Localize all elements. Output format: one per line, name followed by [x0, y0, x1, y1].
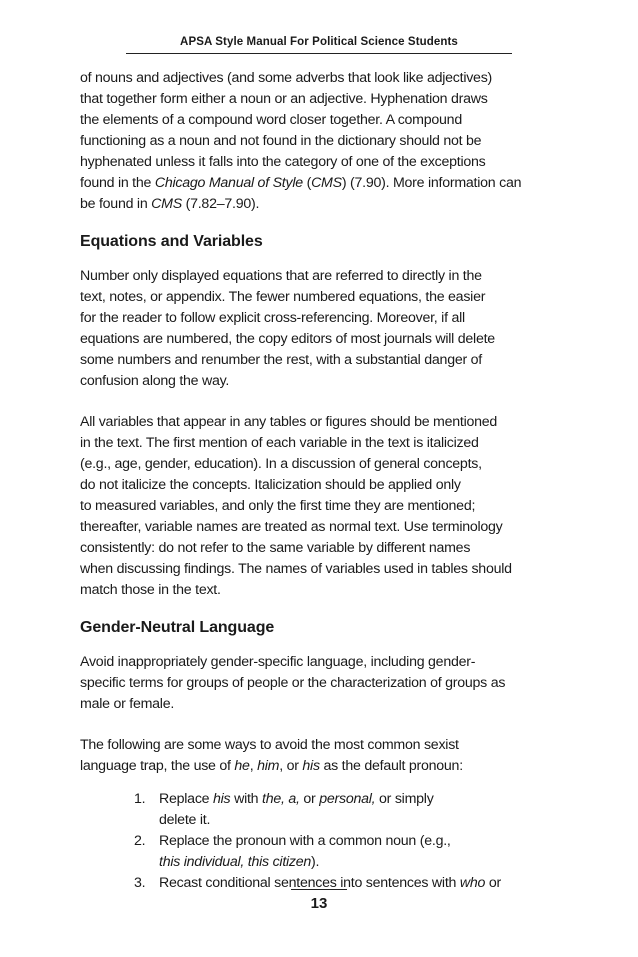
page-number: 13	[310, 895, 328, 912]
text-line: that together form either a noun or an adjective. Hyphenation draws	[80, 91, 488, 107]
equations-paragraph-2	[80, 412, 560, 601]
text-line: (e.g., age, gender, education). In a discussion of general concepts,	[80, 456, 482, 472]
text-line: to measured variables, and only the first time they are mentioned;	[80, 498, 476, 514]
text-line: All variables that appear in any tables or figures should be mentioned	[80, 414, 498, 430]
abbreviation-italic: CMS	[151, 196, 182, 212]
text-run: ) (7.90). More information can	[341, 175, 522, 191]
pronoun-alternatives-list	[80, 789, 560, 894]
abbreviation-italic: CMS	[311, 175, 342, 191]
list-item	[80, 789, 560, 831]
text-run: as the default pronoun:	[319, 758, 463, 774]
running-header-title: APSA Style Manual For Political Science Students	[180, 36, 458, 48]
text-run: Replace	[159, 791, 213, 807]
text-line: for the reader to follow explicit cross-referencing. Moreover, if all	[80, 310, 465, 326]
word-italic: his	[213, 791, 231, 807]
gender-paragraph-2	[80, 735, 560, 777]
text-line	[80, 756, 560, 777]
text-line: confusion along the way.	[80, 373, 230, 389]
text-line: in the text. The first mention of each variable in the text is italicized	[80, 435, 479, 451]
footer-rule	[291, 889, 347, 890]
pronoun-italic: his	[302, 758, 320, 774]
text-run: ,	[249, 758, 258, 774]
text-line: when discussing findings. The names of variables used in tables should	[80, 561, 512, 577]
text-line: hyphenated unless it falls into the category of one of the exceptions	[80, 154, 486, 170]
list-number: 3.	[134, 875, 146, 891]
text-line: match those in the text.	[80, 582, 221, 598]
text-run: or	[299, 791, 320, 807]
book-title-italic: Chicago Manual of Style	[154, 175, 303, 191]
word-italic: who	[459, 875, 486, 891]
page-body	[80, 68, 560, 894]
word-italic: the, a,	[262, 791, 300, 807]
text-line: Replace the pronoun with a common noun (e.g.,	[159, 833, 451, 849]
list-number: 2.	[134, 833, 146, 849]
text-line: of nouns and adjectives (and some adverbs that look like adjectives)	[80, 70, 493, 86]
equations-paragraph-1	[80, 266, 560, 392]
text-line: male or female.	[80, 696, 175, 712]
text-line: Avoid inappropriately gender-specific language, including gender-	[80, 654, 476, 670]
text-line: do not italicize the concepts. Italicization should be applied only	[80, 477, 461, 493]
pronoun-italic: he	[234, 758, 250, 774]
intro-paragraph	[80, 68, 560, 215]
text-run: be found in	[80, 196, 152, 212]
text-line: some numbers and renumber the rest, with a substantial danger of	[80, 352, 482, 368]
text-line	[159, 873, 560, 894]
text-line: equations are numbered, the copy editors of most journals will delete	[80, 331, 495, 347]
pronoun-italic: him	[257, 758, 280, 774]
text-run: (	[302, 175, 312, 191]
list-item	[80, 873, 560, 894]
section-heading-equations: Equations and Variables	[80, 233, 263, 250]
word-italic: personal,	[319, 791, 376, 807]
gender-paragraph-1	[80, 652, 560, 715]
text-run: or simply	[375, 791, 434, 807]
text-line	[80, 173, 560, 194]
section-heading-gender-neutral: Gender-Neutral Language	[80, 619, 275, 636]
text-line: specific terms for groups of people or the characterization of groups as	[80, 675, 506, 691]
text-run: with	[230, 791, 263, 807]
text-line	[159, 789, 560, 810]
text-run: (7.82–7.90).	[181, 196, 260, 212]
text-run: found in the	[80, 175, 155, 191]
text-line	[159, 852, 560, 873]
text-run: , or	[279, 758, 303, 774]
text-run: ).	[311, 854, 320, 870]
text-line: text, notes, or appendix. The fewer numbered equations, the easier	[80, 289, 486, 305]
text-run: or	[485, 875, 501, 891]
text-line: Number only displayed equations that are referred to directly in the	[80, 268, 482, 284]
text-line: The following are some ways to avoid the most common sexist	[80, 737, 459, 753]
list-number: 1.	[134, 791, 146, 807]
list-item	[80, 831, 560, 873]
example-italic: this individual, this citizen	[159, 854, 312, 870]
text-run: Recast conditional sentences into sentences with	[159, 875, 460, 891]
text-line: functioning as a noun and not found in the dictionary should not be	[80, 133, 482, 149]
text-line: the elements of a compound word closer together. A compound	[80, 112, 462, 128]
text-line: consistently: do not refer to the same variable by different names	[80, 540, 471, 556]
text-line	[80, 194, 560, 215]
header-rule	[126, 53, 512, 54]
text-run: language trap, the use of	[80, 758, 235, 774]
text-line: thereafter, variable names are treated as normal text. Use terminology	[80, 519, 503, 535]
text-line: delete it.	[159, 812, 211, 828]
